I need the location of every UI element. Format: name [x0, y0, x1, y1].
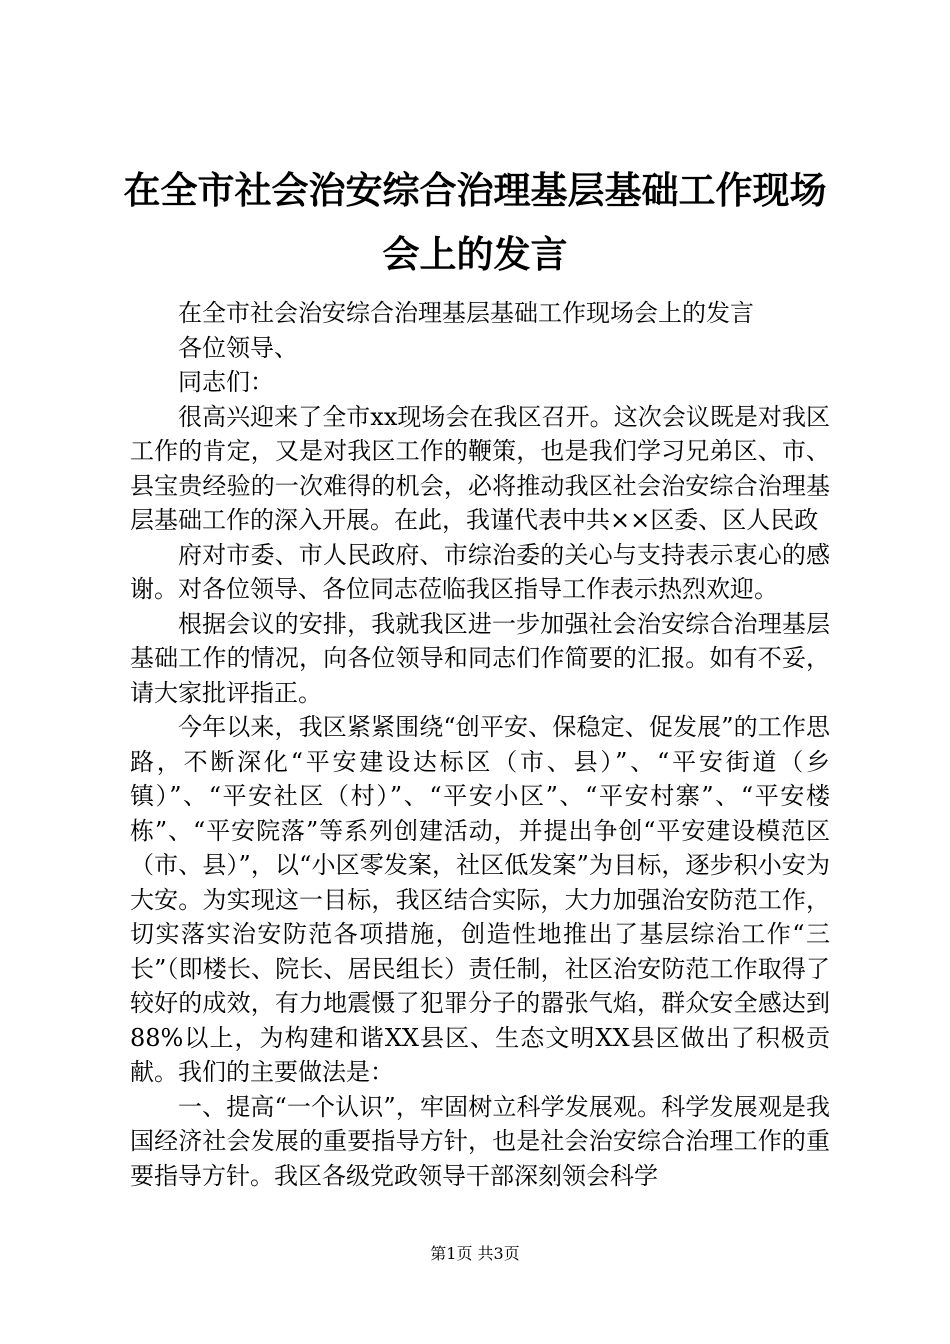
document-title: 在全市社会治安综合治理基层基础工作现场会上的发言 [123, 168, 827, 276]
paragraph-salutation-2: 同志们： [178, 368, 274, 396]
paragraph-work-summary: 今年以来，我区紧紧围绕“创平安、保稳定、促发展”的工作思路，不断深化“平安建设达标区（市、县）”、“平安街道（乡镇）”、“平安社区（村）”、“平安小区”、“平安村寨”、“平安楼栋”、“平安院落”等系列创建活动，并提出争创“平安建设模范区（市、县）”，以“小区零发案，社区低发案”为目标，逐步积小安为大安。为实现这一目标，我区结合实际，大力加强治安防范工作，切实落实治安防范各项措施，创造性地推出了基层综治工作“三长”（即楼长、院长、居民组长）责任制，社区治安防范工作取得了较好的成效，有力地震慑了犯罪分子的嚣张气焰，群众安全感达到88%以上，为构建和谐XX县区、生态文明XX县区做出了积极贡献。我们的主要做法是： [130, 713, 830, 1086]
paragraph-thanks: 府对市委、市人民政府、市综治委的关心与支持表示衷心的感谢。对各位领导、各位同志莅临我区指导工作表示热烈欢迎。 [130, 540, 830, 603]
paragraph-opening: 很高兴迎来了全市xx现场会在我区召开。这次会议既是对我区工作的肯定，又是对我区工作的鞭策，也是我们学习兄弟区、市、县宝贵经验的一次难得的机会，必将推动我区社会治安综合治理基层基础工作的深入开展。在此，我谨代表中共××区委、区人民政 [130, 402, 830, 534]
document-body [130, 296, 830, 1193]
paragraph-heading-repeat: 在全市社会治安综合治理基层基础工作现场会上的发言 [178, 299, 754, 327]
paragraph-point-one: 一、提高“一个认识”，牢固树立科学发展观。科学发展观是我国经济社会发展的重要指导方针，也是社会治安综合治理工作的重要指导方针。我区各级党政领导干部深刻领会科学 [130, 1092, 830, 1190]
page-footer: 第1页 共3页 [430, 1244, 520, 1263]
paragraph-salutation-1: 各位领导、 [178, 333, 298, 362]
paragraph-arrangement: 根据会议的安排，我就我区进一步加强社会治安综合治理基层基础工作的情况，向各位领导和同志们作简要的汇报。如有不妥，请大家批评指正。 [130, 609, 830, 707]
